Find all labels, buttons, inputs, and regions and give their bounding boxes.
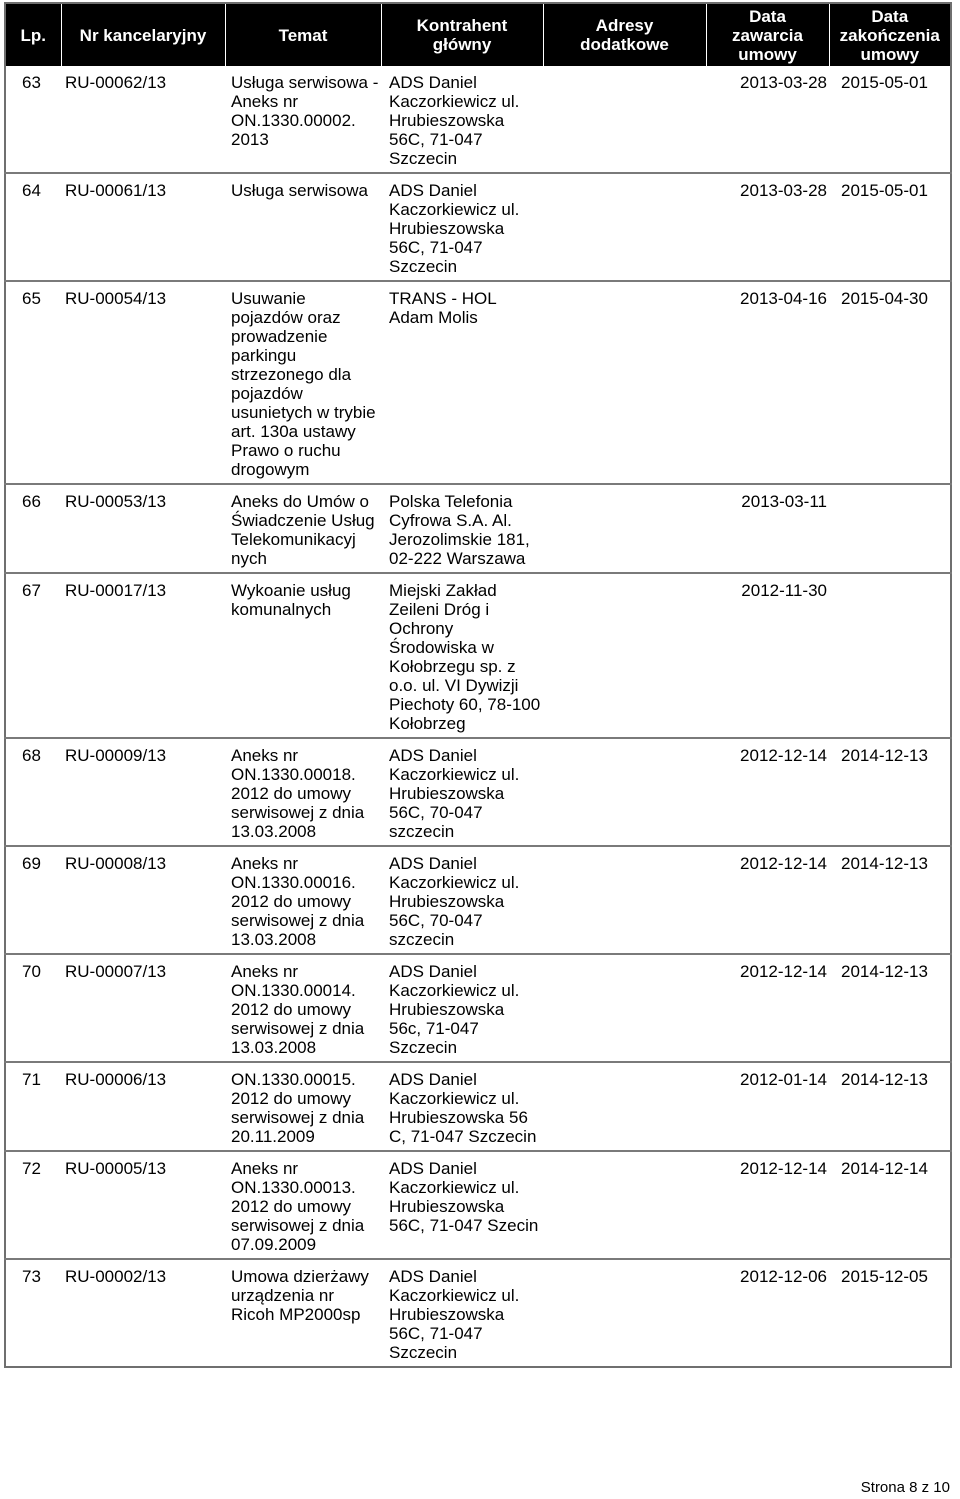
row-data-zawarcia: 2012-01-14 <box>706 1062 829 1151</box>
header-data-zawarcia: Data zawarcia umowy <box>706 3 829 66</box>
row-adresy <box>543 484 706 573</box>
row-temat: Aneks nr ON.1330.00016. 2012 do umowy serwisowej z dnia 13.03.2008 <box>225 846 381 954</box>
row-nr-kancelaryjny: RU-00061/13 <box>61 173 225 281</box>
row-lp: 68 <box>5 738 61 846</box>
row-nr-kancelaryjny: RU-00002/13 <box>61 1259 225 1367</box>
row-nr-kancelaryjny: RU-00006/13 <box>61 1062 225 1151</box>
row-data-zakonczenia <box>829 573 951 738</box>
header-kontrahent: Kontrahent główny <box>381 3 543 66</box>
row-data-zakonczenia: 2015-04-30 <box>829 281 951 484</box>
header-data-zakonczenia: Data zakończenia umowy <box>829 3 951 66</box>
row-nr-kancelaryjny: RU-00009/13 <box>61 738 225 846</box>
row-lp: 69 <box>5 846 61 954</box>
row-data-zawarcia: 2013-03-28 <box>706 173 829 281</box>
row-temat: Umowa dzierżawy urządzenia nr Ricoh MP2000sp <box>225 1259 381 1367</box>
row-adresy <box>543 66 706 173</box>
row-kontrahent: TRANS - HOL Adam Molis <box>381 281 543 484</box>
table-header <box>5 3 951 66</box>
table-row <box>5 738 951 846</box>
row-temat: Aneks nr ON.1330.00014. 2012 do umowy serwisowej z dnia 13.03.2008 <box>225 954 381 1062</box>
row-temat: Usuwanie pojazdów oraz prowadzenie parkingu strzezonego dla pojazdów usunietych w trybie art. 130a ustawy Prawo o ruchu drogowym <box>225 281 381 484</box>
row-temat: Aneks do Umów o Świadczenie Usług Telekomunikacyj nych <box>225 484 381 573</box>
row-adresy <box>543 1151 706 1259</box>
row-lp: 67 <box>5 573 61 738</box>
row-lp: 71 <box>5 1062 61 1151</box>
row-data-zawarcia: 2012-12-14 <box>706 954 829 1062</box>
row-data-zakonczenia <box>829 484 951 573</box>
row-data-zawarcia: 2013-03-11 <box>706 484 829 573</box>
row-adresy <box>543 1062 706 1151</box>
row-data-zakonczenia: 2015-05-01 <box>829 173 951 281</box>
row-nr-kancelaryjny: RU-00007/13 <box>61 954 225 1062</box>
table-row <box>5 846 951 954</box>
row-temat: Usługa serwisowa <box>225 173 381 281</box>
table-row <box>5 66 951 173</box>
header-nr-kancelaryjny: Nr kancelaryjny <box>61 3 225 66</box>
row-temat: Aneks nr ON.1330.00013. 2012 do umowy serwisowej z dnia 07.09.2009 <box>225 1151 381 1259</box>
row-kontrahent: ADS Daniel Kaczorkiewicz ul. Hrubieszowska 56C, 71-047 Szczecin <box>381 1259 543 1367</box>
row-lp: 73 <box>5 1259 61 1367</box>
row-adresy <box>543 846 706 954</box>
row-data-zakonczenia: 2014-12-14 <box>829 1151 951 1259</box>
row-kontrahent: Polska Telefonia Cyfrowa S.A. Al. Jerozolimskie 181, 02-222 Warszawa <box>381 484 543 573</box>
row-data-zawarcia: 2012-12-14 <box>706 738 829 846</box>
table-row <box>5 1151 951 1259</box>
table-body <box>5 66 951 1367</box>
row-temat: Usługa serwisowa - Aneks nr ON.1330.00002. 2013 <box>231 73 379 149</box>
row-adresy <box>543 573 706 738</box>
row-adresy <box>543 173 706 281</box>
row-data-zawarcia: 2013-03-28 <box>740 73 827 92</box>
row-nr-kancelaryjny: RU-00017/13 <box>61 573 225 738</box>
table-row <box>5 954 951 1062</box>
row-nr-kancelaryjny: RU-00062/13 <box>65 73 167 92</box>
row-data-zakonczenia: 2015-12-05 <box>829 1259 951 1367</box>
header-temat: Temat <box>225 3 381 66</box>
page-number: Strona 8 z 10 <box>860 1479 950 1496</box>
row-adresy <box>543 954 706 1062</box>
row-lp: 70 <box>5 954 61 1062</box>
row-kontrahent: ADS Daniel Kaczorkiewicz ul. Hrubieszowska 56c, 71-047 Szczecin <box>381 954 543 1062</box>
row-lp: 66 <box>5 484 61 573</box>
row-data-zakonczenia: 2015-05-01 <box>841 73 928 92</box>
row-lp: 72 <box>5 1151 61 1259</box>
row-temat: ON.1330.00015. 2012 do umowy serwisowej z dnia 20.11.2009 <box>225 1062 381 1151</box>
row-adresy <box>543 738 706 846</box>
row-kontrahent: ADS Daniel Kaczorkiewicz ul. Hrubieszowska 56C, 71-047 Szczecin <box>389 73 520 168</box>
row-kontrahent: ADS Daniel Kaczorkiewicz ul. Hrubieszowska 56C, 71-047 Szecin <box>381 1151 543 1259</box>
row-lp: 64 <box>5 173 61 281</box>
row-data-zawarcia: 2012-12-14 <box>706 846 829 954</box>
row-data-zawarcia: 2013-04-16 <box>706 281 829 484</box>
row-nr-kancelaryjny: RU-00053/13 <box>61 484 225 573</box>
row-data-zakonczenia: 2014-12-13 <box>829 954 951 1062</box>
row-temat: Wykoanie usług komunalnych <box>225 573 381 738</box>
table-row <box>5 173 951 281</box>
contracts-table <box>4 2 952 1368</box>
row-data-zawarcia: 2012-12-06 <box>706 1259 829 1367</box>
row-adresy <box>543 1259 706 1367</box>
row-kontrahent: ADS Daniel Kaczorkiewicz ul. Hrubieszowska 56C, 70-047 szczecin <box>381 846 543 954</box>
header-row <box>5 3 951 66</box>
row-adresy <box>543 281 706 484</box>
row-data-zakonczenia: 2014-12-13 <box>829 846 951 954</box>
row-kontrahent: Miejski Zakład Zeileni Dróg i Ochrony Środowiska w Kołobrzegu sp. z o.o. ul. VI Dywizji Piechoty 60, 78-100 Kołobrzeg <box>381 573 543 738</box>
row-nr-kancelaryjny: RU-00054/13 <box>61 281 225 484</box>
row-nr-kancelaryjny: RU-00005/13 <box>61 1151 225 1259</box>
row-data-zakonczenia: 2014-12-13 <box>829 738 951 846</box>
header-adresy: Adresy dodatkowe <box>543 3 706 66</box>
row-temat: Aneks nr ON.1330.00018. 2012 do umowy serwisowej z dnia 13.03.2008 <box>225 738 381 846</box>
row-data-zakonczenia: 2014-12-13 <box>829 1062 951 1151</box>
row-kontrahent: ADS Daniel Kaczorkiewicz ul. Hrubieszowska 56C, 71-047 Szczecin <box>381 173 543 281</box>
table-row <box>5 1259 951 1367</box>
table-row <box>5 484 951 573</box>
table-row <box>5 1062 951 1151</box>
table-row <box>5 281 951 484</box>
row-kontrahent: ADS Daniel Kaczorkiewicz ul. Hrubieszowska 56C, 70-047 szczecin <box>381 738 543 846</box>
row-nr-kancelaryjny: RU-00008/13 <box>61 846 225 954</box>
table-row <box>5 573 951 738</box>
row-data-zawarcia: 2012-12-14 <box>706 1151 829 1259</box>
header-lp: Lp. <box>5 3 61 66</box>
row-data-zawarcia: 2012-11-30 <box>706 573 829 738</box>
row-kontrahent: ADS Daniel Kaczorkiewicz ul. Hrubieszowska 56 C, 71-047 Szczecin <box>381 1062 543 1151</box>
row-lp: 63 <box>22 73 41 92</box>
row-lp: 65 <box>5 281 61 484</box>
